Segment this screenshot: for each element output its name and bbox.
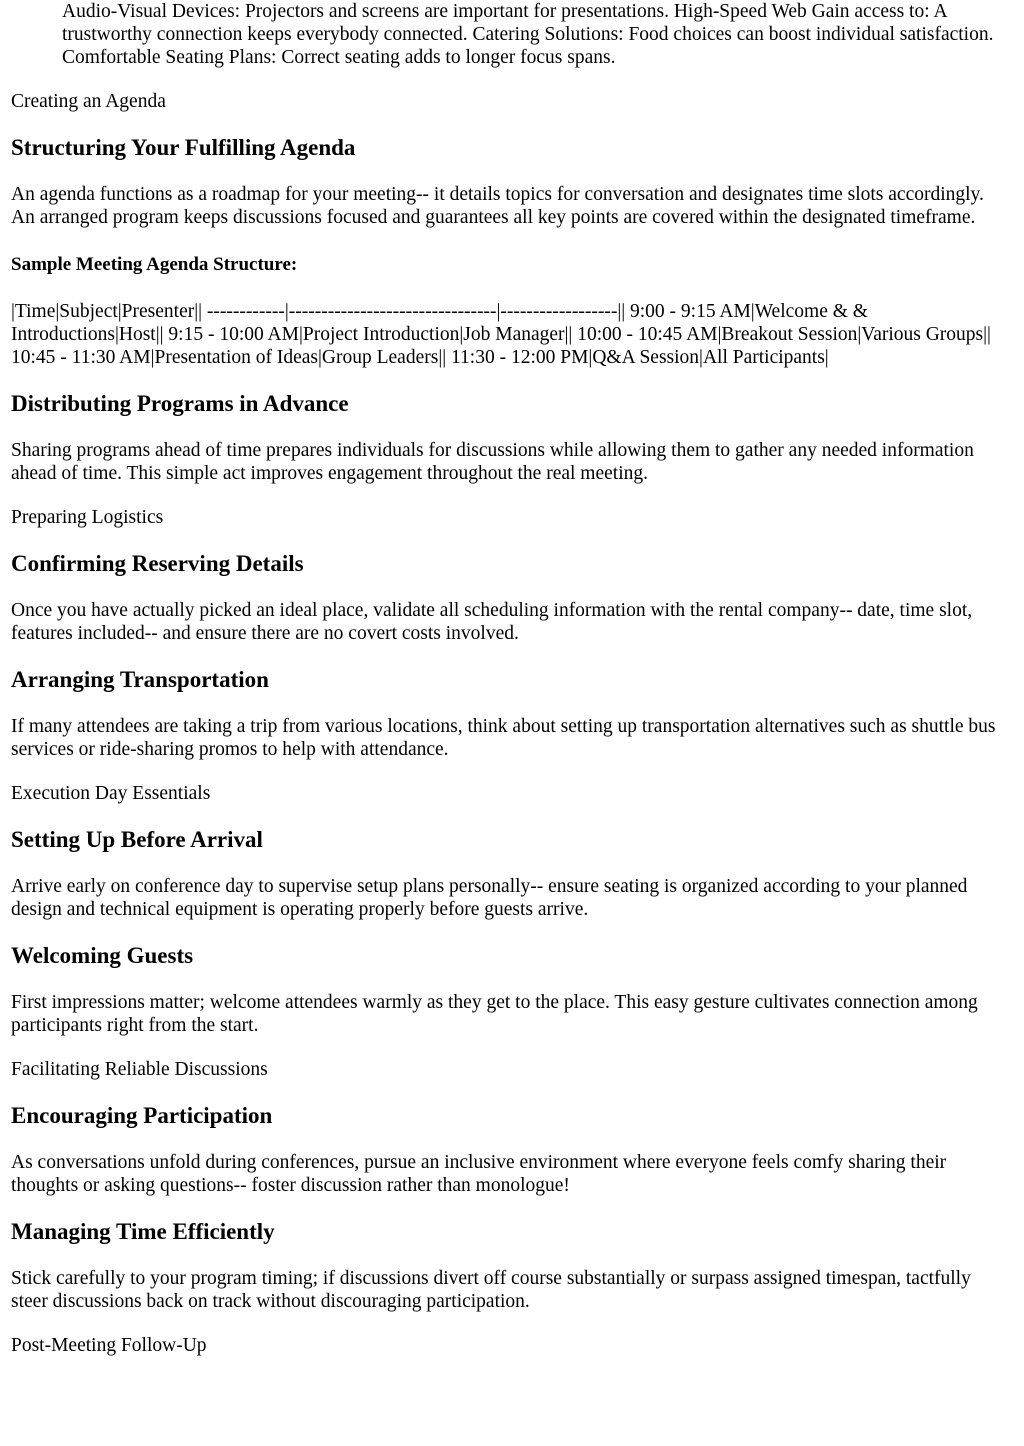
section-label-facilitating-discussions: Facilitating Reliable Discussions xyxy=(11,1059,268,1080)
heading-encouraging-participation: Encouraging Participation xyxy=(11,1103,273,1128)
section-label-post-meeting: Post-Meeting Follow-Up xyxy=(11,1335,207,1356)
paragraph-sharing-programs: Sharing programs ahead of time prepares individuals for discussions while allowing them to gather any needed information ahead of time. This simple act improves engagement throughout the real meeting. xyxy=(11,440,974,484)
heading-distributing-programs: Distributing Programs in Advance xyxy=(11,391,349,416)
heading-structuring-agenda: Structuring Your Fulfilling Agenda xyxy=(11,135,356,160)
heading-arranging-transportation: Arranging Transportation xyxy=(11,667,269,692)
paragraph-agenda-table-text: |Time|Subject|Presenter|| ------------|--------------------------------|------------------|| 9:00 - 9:15 AM|Welcome & & Introductions|Host|| 9:15 - 10:00 AM|Project Introduction|Job Manager|| 10:00 - 10:45 AM|Breakout Session|Various Groups|| 10:45 - 11:30 AM|Presentation of Ideas|Group Leaders|| 11:30 - 12:00 PM|Q&A Session|All Participants| xyxy=(11,301,991,368)
heading-welcoming-guests: Welcoming Guests xyxy=(11,943,194,968)
section-label-creating-agenda: Creating an Agenda xyxy=(11,91,166,112)
equipment-list-paragraph: Audio-Visual Devices: Projectors and screens are important for presentations. High-Speed Web Gain access to: A trustworthy connection keeps everybody connected. Catering Solutions: Food choices can boost individual satisfaction. Comfortable Seating Plans: Correct seating adds to longer focus spans. xyxy=(62,1,994,68)
heading-setting-up: Setting Up Before Arrival xyxy=(11,827,263,852)
paragraph-welcoming-guests: First impressions matter; welcome attendees warmly as they get to the place. This easy gesture cultivates connection among participants right from the start. xyxy=(11,992,978,1036)
article-body xyxy=(11,0,1006,1357)
paragraph-transportation: If many attendees are taking a trip from various locations, think about setting up transportation alternatives such as shuttle bus services or ride-sharing promos to help with attendance. xyxy=(11,716,996,760)
section-label-execution-day: Execution Day Essentials xyxy=(11,783,211,804)
heading-managing-time: Managing Time Efficiently xyxy=(11,1219,275,1244)
heading-confirming-details: Confirming Reserving Details xyxy=(11,551,304,576)
paragraph-confirming-details: Once you have actually picked an ideal place, validate all scheduling information with the rental company-- date, time slot, features included-- and ensure there are no covert costs involved. xyxy=(11,600,973,644)
paragraph-managing-time: Stick carefully to your program timing; if discussions divert off course substantially or surpass assigned timespan, tactfully steer discussions back on track without discouraging participation. xyxy=(11,1268,971,1312)
paragraph-encouraging-participation: As conversations unfold during conferences, pursue an inclusive environment where everyone feels comfy sharing their thoughts or asking questions-- foster discussion rather than monologue! xyxy=(11,1152,947,1196)
paragraph-agenda-roadmap: An agenda functions as a roadmap for your meeting-- it details topics for conversation and designates time slots accordingly. An arranged program keeps discussions focused and guarantees all key points are covered within the designated timeframe. xyxy=(11,184,984,228)
section-label-preparing-logistics: Preparing Logistics xyxy=(11,507,164,528)
paragraph-setting-up: Arrive early on conference day to supervise setup plans personally-- ensure seating is organized according to your planned design and technical equipment is operating properly before guests arrive. xyxy=(11,876,968,920)
heading-sample-agenda-structure: Sample Meeting Agenda Structure: xyxy=(11,254,298,275)
